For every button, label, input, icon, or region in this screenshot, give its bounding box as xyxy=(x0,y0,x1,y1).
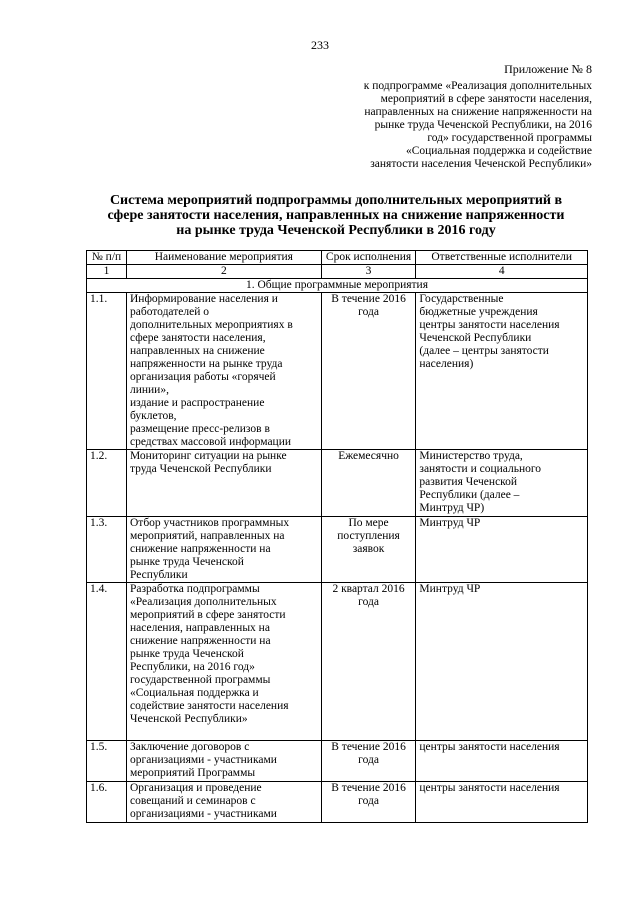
appendix-reference-line: год» государственной программы xyxy=(427,132,592,144)
row-term-line: По мере xyxy=(348,517,389,529)
row-name-line: средствах массовой информации xyxy=(129,436,292,448)
row-name-line: мероприятий в сфере занятости xyxy=(129,609,286,621)
row-name xyxy=(126,517,321,583)
row-term xyxy=(321,517,416,583)
row-name-line: буклетов, xyxy=(129,410,177,422)
row-number: 1.6. xyxy=(87,782,127,823)
appendix-reference xyxy=(312,80,592,171)
row-responsible xyxy=(416,450,588,517)
row-name-line: государственной программы xyxy=(129,674,271,686)
row-term xyxy=(321,293,416,450)
row-term xyxy=(321,583,416,741)
row-term xyxy=(321,782,416,823)
row-name xyxy=(126,782,321,823)
row-name-line: Информирование населения и xyxy=(129,293,278,305)
row-responsible-line: бюджетные учреждения xyxy=(419,306,538,318)
measures-table xyxy=(86,250,588,823)
row-responsible xyxy=(416,741,588,782)
row-name-line: организациями - участниками xyxy=(129,808,277,820)
row-responsible-line: населения) xyxy=(419,358,474,370)
row-number: 1.5. xyxy=(87,741,127,782)
row-name-line: размещение пресс-релизов в xyxy=(129,423,270,435)
header-term: Срок исполнения xyxy=(321,251,416,265)
row-term-line: 2 квартал 2016 xyxy=(332,583,405,595)
table-header-row xyxy=(87,251,588,265)
row-responsible xyxy=(416,583,588,741)
appendix-reference-line: «Социальная поддержка и содействие xyxy=(405,145,592,157)
row-name-line: Заключение договоров с xyxy=(129,741,250,753)
appendix-reference-line: к подпрограмме «Реализация дополнительных xyxy=(363,80,592,92)
row-name-line: Чеченской Республики» xyxy=(129,713,248,725)
row-responsible-line: Минтруд ЧР) xyxy=(419,502,485,514)
row-name-line: рынке труда Чеченской xyxy=(129,556,244,568)
row-term-line: заявок xyxy=(352,543,385,555)
row-name-line: организация работы «горячей xyxy=(129,371,276,383)
row-name xyxy=(126,741,321,782)
appendix-reference-line: занятости населения Чеченской Республики» xyxy=(370,158,592,170)
row-number: 1.3. xyxy=(87,517,127,583)
row-name-line: «Социальная поддержка и xyxy=(129,687,259,699)
header-responsible: Ответственные исполнители xyxy=(416,251,588,265)
row-term xyxy=(321,741,416,782)
column-index: 4 xyxy=(416,265,588,279)
row-name-line: Разработка подпрограммы xyxy=(129,583,260,595)
table-row xyxy=(87,583,588,741)
row-name-line: работодателей о xyxy=(129,306,209,318)
row-number: 1.1. xyxy=(87,293,127,450)
row-name-line: совещаний и семинаров с xyxy=(129,795,256,807)
row-responsible-line: Государственные xyxy=(419,293,504,305)
row-name-line: линии», xyxy=(129,384,169,396)
row-name-line: «Реализация дополнительных xyxy=(129,596,277,608)
row-name-line: Отбор участников программных xyxy=(129,517,290,529)
row-name-line: снижение напряженности на xyxy=(129,635,271,647)
row-number: 1.4. xyxy=(87,583,127,741)
appendix-reference-line: рынке труда Чеченской Республики, на 2016 xyxy=(374,119,592,131)
row-term-line: В течение 2016 xyxy=(331,741,406,753)
column-index: 3 xyxy=(321,265,416,279)
row-name-line: напряженности на рынке труда xyxy=(129,358,283,370)
table-row xyxy=(87,782,588,823)
row-term-line: В течение 2016 xyxy=(331,293,406,305)
row-name-line: Мониторинг ситуации на рынке xyxy=(129,450,287,462)
row-term xyxy=(321,450,416,517)
row-term-line: поступления xyxy=(337,530,400,542)
row-name xyxy=(126,583,321,741)
row-responsible xyxy=(416,517,588,583)
row-name xyxy=(126,293,321,450)
row-responsible-line: центры занятости населения xyxy=(419,319,560,331)
table-row xyxy=(87,741,588,782)
document-title xyxy=(76,193,596,238)
page-number: 233 xyxy=(311,38,329,52)
section-title: 1. Общие программные мероприятия xyxy=(87,279,588,293)
column-index-row xyxy=(87,265,588,279)
row-responsible-line: Министерство труда, xyxy=(419,450,523,462)
table-row xyxy=(87,450,588,517)
row-responsible-line: развития Чеченской xyxy=(419,476,518,488)
row-term-line: года xyxy=(358,754,379,766)
row-term-line: года xyxy=(358,306,379,318)
row-name-line: направленных на снижение xyxy=(129,345,265,357)
row-responsible-line: центры занятости населения xyxy=(419,741,560,753)
row-term-line: Ежемесячно xyxy=(338,450,399,462)
row-number: 1.2. xyxy=(87,450,127,517)
row-responsible-line: Минтруд ЧР xyxy=(419,583,481,595)
row-name-line: мероприятий, направленных на xyxy=(129,530,285,542)
row-responsible-line: Минтруд ЧР xyxy=(419,517,481,529)
row-responsible-line: центры занятости населения xyxy=(419,782,560,794)
row-responsible-line: Республики (далее – xyxy=(419,489,520,501)
column-index: 1 xyxy=(87,265,127,279)
table-row xyxy=(87,517,588,583)
section-row xyxy=(87,279,588,293)
header-name: Наименование мероприятия xyxy=(126,251,321,265)
row-name xyxy=(126,450,321,517)
row-responsible-line: занятости и социального xyxy=(419,463,542,475)
column-index: 2 xyxy=(126,265,321,279)
row-term-line: В течение 2016 xyxy=(331,782,406,794)
row-name-line: снижение напряженности на xyxy=(129,543,271,555)
row-responsible xyxy=(416,293,588,450)
row-name-line: дополнительных мероприятиях в xyxy=(129,319,293,331)
row-name-line: рынке труда Чеченской xyxy=(129,648,244,660)
appendix-reference-line: мероприятий в сфере занятости населения, xyxy=(380,93,592,105)
row-name-line: мероприятий Программы xyxy=(129,767,256,779)
header-number: № п/п xyxy=(87,251,127,265)
document-title-line: сфере занятости населения, направленных на снижение напряженности xyxy=(107,208,565,223)
row-responsible xyxy=(416,782,588,823)
row-name-line: Организация и проведение xyxy=(129,782,262,794)
appendix-label: Приложение № 8 xyxy=(504,62,592,76)
row-responsible-line: (далее – центры занятости xyxy=(419,345,549,357)
table-row xyxy=(87,293,588,450)
row-name-line: Республики xyxy=(129,569,188,581)
row-name-line: Республики, на 2016 год» xyxy=(129,661,255,673)
row-name-line: труда Чеченской Республики xyxy=(129,463,272,475)
row-term-line: года xyxy=(358,795,379,807)
row-name-line: издание и распространение xyxy=(129,397,265,409)
row-term-line: года xyxy=(358,596,379,608)
row-name-line: организациями - участниками xyxy=(129,754,277,766)
row-name-line: сфере занятости населения, xyxy=(129,332,266,344)
document-title-line: на рынке труда Чеченской Республики в 2016 году xyxy=(176,223,496,238)
row-responsible-line: Чеченской Республики xyxy=(419,332,532,344)
row-name-line: населения, направленных на xyxy=(129,622,270,634)
document-title-line: Система мероприятий подпрограммы дополнительных мероприятий в xyxy=(109,193,563,208)
row-name-line: содействие занятости населения xyxy=(129,700,289,712)
appendix-reference-line: направленных на снижение напряженности на xyxy=(364,106,592,118)
